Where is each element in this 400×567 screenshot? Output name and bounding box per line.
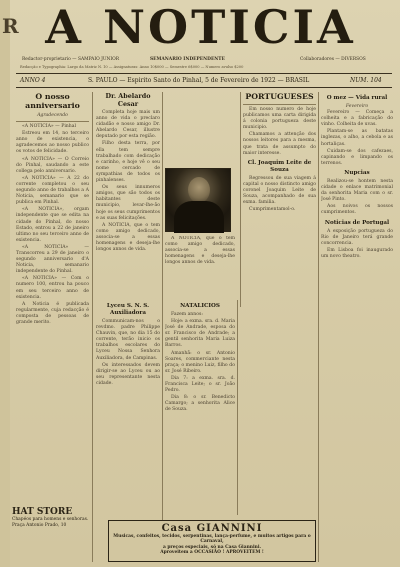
- article-title: Dr. Abelardo Cesar: [105, 92, 151, 108]
- ad-line: Aproveitem a OCCASIÃO ! APROVEITEM !: [160, 550, 264, 556]
- paragraph: Chamamos a attenção dos nossos leitores para a mesma, que trata de assumpto do maior interesse.: [243, 132, 316, 156]
- article-title: O nosso anniversario: [25, 92, 80, 110]
- column-abelardo: [96, 92, 160, 297]
- article-title: PORTUGUESES: [245, 92, 314, 101]
- masthead-address: Redacção e Typographia: Largo da Matriz N. 10 — Assignaturas: Anno 10$000 — Semestre 6$000 — Numero avulso $200: [20, 65, 244, 69]
- portrait-photo: [165, 168, 231, 232]
- paragraph: Aos noivos os nossos cumprimentos.: [321, 204, 393, 216]
- portrait-body: [174, 201, 224, 233]
- paragraph: Realizou-se hontem nesta cidade o enlace matrimonial da senhorita Maria com o sr. José Pinto.: [321, 178, 393, 203]
- column-natalicios: [165, 300, 235, 515]
- column-rule: [237, 300, 238, 515]
- paragraph: Hoje: a exma. sra. d. Maria José de Andrade, esposa do sr. Francisco de Andrade; a gentil senhorita Maria Luiza Barros.: [165, 319, 235, 349]
- article-title: Lyceu S. N. S. Auxiliadora: [106, 303, 150, 316]
- masthead-editor: Redactor-proprietario — SAMPAIO JUNIOR: [22, 57, 120, 62]
- masthead-tagline: SEMANARIO INDEPENDENTE: [150, 57, 225, 62]
- paragraph: Cumprimentamol-o.: [249, 207, 296, 213]
- paragraph: Plantam-se as batatas inglezas, o alho, a cebola e as hortaliças.: [321, 129, 393, 147]
- dateline-rule: [16, 87, 392, 88]
- hat-store-line: Chapéos para homens e senhoras.: [12, 517, 89, 522]
- article-title: NATALICIOS: [180, 303, 220, 309]
- paragraph: Estreou em 14, no terceiro anno de existencia, o agradecemos ao nosso publico os votos de felicidade.: [16, 131, 89, 155]
- column-rule: [318, 92, 319, 562]
- article-subtitle: Agradecendo: [37, 113, 68, 118]
- column-anniversary: [16, 92, 89, 504]
- article-title: O mez — Vida rural: [326, 95, 388, 101]
- paragraph: A Noticia é publicada regularmente, cuja redacção é composta de pessoas de grande merito.: [16, 301, 89, 325]
- top-rule: [16, 73, 392, 74]
- separator: [16, 121, 89, 122]
- hat-store-title: HAT STORE: [12, 507, 73, 517]
- paragraph: A exposição portugueza do Rio de Janeiro terá grande concorrencia.: [321, 228, 393, 246]
- hat-store-ad: [12, 507, 108, 528]
- paragraph: Regressou de sua viagem á capital o nosso distincto amigo coronel Joaquim Leite de Souza, acompanhado de sua exma. familia.: [243, 175, 316, 206]
- paragraph: Dia 8: o sr. Benedicto Camargo; a senhorita Alice de Souza.: [165, 395, 235, 413]
- column-rule: [162, 92, 163, 562]
- paragraph: Completa hoje mais um anno de vida o preclaro cidadão e nosso amigo Dr. Abelardo Cesar, illustre deputado por esta região.: [96, 110, 160, 140]
- paragraph: Os interessados devem dirigir-se ao Lyceu ou ao seu representante nesta cidade.: [96, 362, 160, 386]
- paragraph: Amanhã: o sr. Antonio Soares, commerciante nesta praça; o menino Luiz, filho do sr. José Ribeiro.: [165, 350, 235, 374]
- column-portugueses: [243, 92, 316, 512]
- column-vida-rural: [321, 92, 393, 562]
- article-subtitle: Fevereiro: [345, 104, 369, 109]
- article-subtitle: Cl. Joaquim Leite de Souza: [247, 159, 312, 173]
- edge-letter: R: [2, 14, 19, 38]
- paragraph: Fazem annos:: [171, 312, 203, 317]
- paragraph: Em nosso numero de hoje publicamos uma carta dirigida á colonia portugueza deste municipio.: [243, 107, 316, 131]
- paragraph: A NOTICIA, que o tem como amigo dedicado, associa-se a essas homenagens e deseja-lhe longos annos de vida.: [165, 236, 235, 266]
- paragraph: «A NOTICIA» — Transcorreu a 29 de janeiro o segundo anniversario d'A Noticia, semanario independente do Pinhal.: [16, 244, 89, 275]
- ad-line: a preços especiais, só na Casa Giannini.: [162, 544, 262, 550]
- casa-giannini-ad: [108, 520, 316, 562]
- paragraph: Cuidam-se dos cafezaes, capinando e limpando os terrenos.: [321, 148, 393, 166]
- paragraph: «A NOTICIA», orgam independente que se edita na cidade do Pinhal, do nosso Estado, entrou a 22 de janeiro ultimo no seu terceiro anno de existencia.: [16, 207, 89, 243]
- dateline-year: ANNO 4: [20, 77, 46, 84]
- paragraph: «A NOTICIA» — Pinhal: [22, 124, 76, 130]
- paragraph: Communicam-nos o revdmo. padre Philippe Chauvin, que, no dia 15 do corrente, terão inicio os trabalhos escolares do Lyceu Nossa Senhora Auxiliadora, de Campinas.: [96, 319, 160, 361]
- masthead-title: A NOTICIA: [45, 0, 356, 54]
- separator: [243, 104, 316, 105]
- ad-line: Musicas, confeitos, tecidos, serpentinas, lança-perfume, e muitos artigos para o Carnaval,: [113, 534, 311, 545]
- column-abelardo-cont: [165, 236, 235, 296]
- paragraph: Dia 7: a exma. sra. d. Francisca Leite; o sr. João Pedro.: [165, 375, 235, 394]
- page-edge: [0, 0, 10, 567]
- dateline-number: NUM. 104: [350, 77, 382, 84]
- article-subtitle: Nupcias: [344, 169, 370, 176]
- paragraph: Os seus innumeros amigos, que são todos os habitantes deste municipio, levar-lhe-ão hoje os seus cumprimentos e as suas felicitações.: [96, 185, 160, 221]
- paragraph: Fevereiro — Começa a colheita e a fabricação do vinho. Colheita de uvas.: [321, 110, 393, 128]
- paragraph: «A NOTICIA» — O Correio do Pinhal, saudando a este collega pelo anniversario.: [16, 156, 89, 174]
- portrait-face: [188, 177, 210, 203]
- paragraph: Filho desta terra, por ella tem sempre trabalhado com dedicação e carinho, e hoje vê o seu nome cercado de sympathias de todos os pinhalenses.: [96, 141, 160, 184]
- dateline-place-date: S. PAULO — Espirito Santo do Pinhal, 5 de Fevereiro de 1922 — BRASIL: [88, 77, 310, 84]
- masthead-contributors: Collaboradores — DIVERSOS: [300, 57, 366, 62]
- paragraph: «A NOTICIA» — Com o numero 100, entrou ha pouco em seu terceiro anno de existencia.: [16, 276, 89, 300]
- hat-store-line: Praça Antonio Prado, 10: [12, 522, 67, 528]
- column-rule: [240, 92, 241, 307]
- column-rule: [92, 92, 93, 562]
- article-subtitle: Noticias de Portugal: [324, 219, 390, 226]
- paragraph: «A NOTICIA» — A 22 do corrente completou o seu segundo anno de trabalhos a A Noticia, semanario que se publica em Pinhal.: [16, 175, 89, 206]
- ad-title: Casa GIANNINI: [161, 523, 263, 534]
- paragraph: Em Lisboa foi inaugurado um novo theatro.: [321, 247, 393, 259]
- column-lyceu: [96, 300, 160, 515]
- paragraph: A NOTICIA, que o tem como amigo dedicado, associa-se a essas homenagens e deseja-lhe longos annos de vida.: [96, 222, 160, 253]
